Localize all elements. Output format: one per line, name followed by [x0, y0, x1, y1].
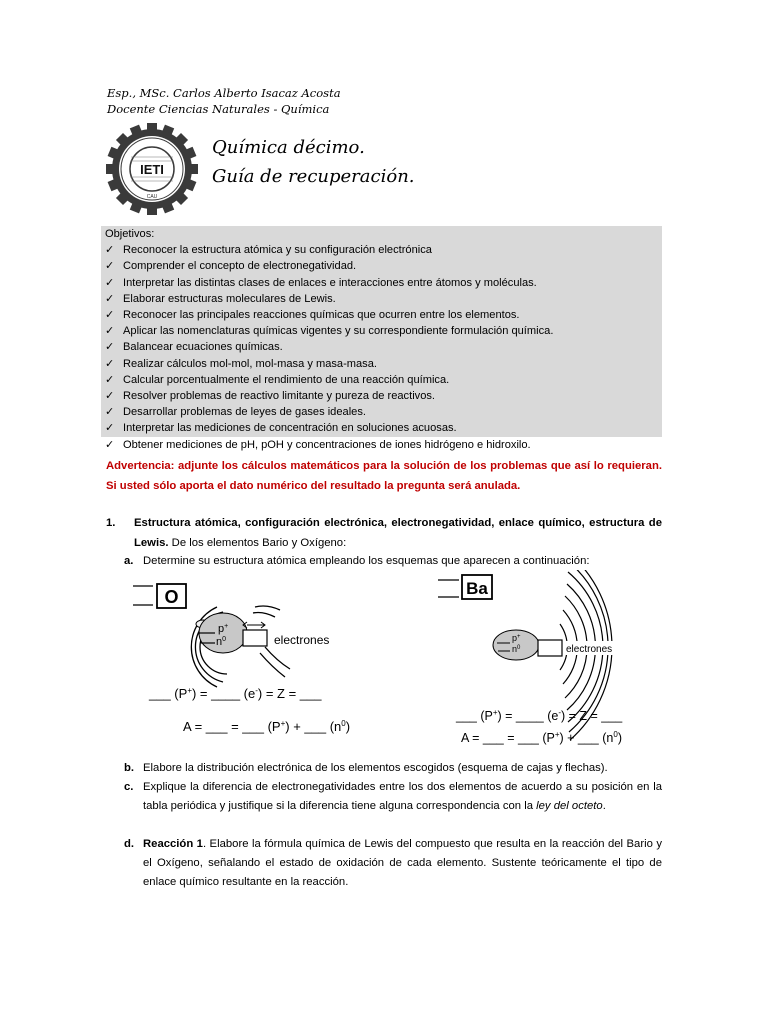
oxygen-diagram — [125, 577, 365, 742]
gear-seal-icon — [106, 123, 198, 215]
objective-text: Resolver problemas de reactivo limitante y pureza de reactivos. — [123, 390, 436, 403]
objective-text: Reconocer las principales reacciones químicas que ocurren entre los elementos. — [123, 309, 520, 322]
objective-item — [105, 356, 658, 372]
checkmark-icon: ✓ — [105, 324, 115, 338]
objective-item — [105, 388, 658, 404]
page-title: Química décimo. — [212, 137, 365, 158]
checkmark-icon: ✓ — [105, 421, 115, 435]
objective-item — [105, 420, 658, 436]
item-d — [124, 835, 662, 892]
question-intro: De los elementos Bario y Oxígeno: — [168, 537, 347, 549]
objective-item — [105, 372, 658, 388]
checkmark-icon: ✓ — [105, 405, 115, 419]
objective-text: Desarrollar problemas de leyes de gases ideales. — [123, 406, 366, 419]
item-a — [124, 552, 662, 571]
objective-text: Comprender el concepto de electronegatividad. — [123, 260, 357, 273]
checkmark-icon: ✓ — [105, 308, 115, 322]
ley-del-octeto: ley del octeto — [536, 800, 603, 812]
oxygen-symbol: O — [164, 587, 179, 607]
objective-item — [105, 258, 658, 274]
checkmark-icon: ✓ — [105, 275, 115, 289]
objective-text: Elaborar estructuras moleculares de Lewis. — [123, 292, 336, 305]
checkmark-icon: ✓ — [105, 389, 115, 403]
item-c-label: c. — [124, 781, 134, 793]
objective-item — [105, 242, 658, 258]
title-block — [212, 133, 415, 191]
objective-text: Interpretar las distintas clases de enlaces e interacciones entre átomos y moléculas. — [123, 276, 537, 289]
objective-item — [105, 307, 658, 323]
checkmark-icon: ✓ — [105, 291, 115, 305]
oxygen-proton-label: p+ — [218, 623, 229, 635]
checkmark-icon: ✓ — [105, 437, 115, 451]
item-d-text: Reacción 1. Elabore la fórmula química de Lewis del compuesto que resulta en la reacción del Bario y el Oxígeno, señalando el estado de oxidación de cada elemento. Sustente teóricamente el tipo de enlace químico resultante en la reacción. — [143, 838, 662, 888]
oxygen-equation-1: ___ (P+) = ____ (e-) = Z = ___ — [149, 686, 322, 701]
barium-diagram — [432, 570, 672, 750]
question-1 — [106, 513, 662, 553]
logo-sub: CAU — [146, 194, 158, 200]
question-heading — [134, 513, 662, 553]
objective-item — [105, 339, 658, 355]
objective-text: Interpretar las mediciones de concentración en soluciones acuosas. — [123, 422, 457, 435]
reaccion-label: Reacción 1 — [143, 838, 203, 850]
item-b-label: b. — [124, 762, 135, 774]
objective-item — [105, 275, 658, 291]
objective-item — [105, 291, 658, 307]
school-logo — [104, 121, 200, 217]
oxygen-electron-box — [243, 630, 267, 646]
warning-text: Advertencia: adjunte los cálculos matemáticos para la solución de los problemas que así lo requieran. Si usted sólo aporta el dato numérico del resultado la pregunta será anulada. — [106, 460, 662, 492]
author-name: Esp., MSc. Carlos Alberto Isacaz Acosta — [107, 86, 341, 100]
question-number: 1. — [106, 517, 116, 529]
barium-equation-1: ___ (P+) = ____ (e-) = Z = ___ — [456, 708, 623, 723]
objective-text: Reconocer la estructura atómica y su configuración electrónica — [123, 244, 432, 257]
objective-text: Realizar cálculos mol-mol, mol-masa y masa-masa. — [123, 357, 377, 370]
objectives-box — [101, 226, 662, 451]
question-title: Estructura atómica, configuración electrónica, electronegatividad, enlace químico, estructura de Lewis. — [134, 517, 662, 549]
item-c-text: Explique la diferencia de electronegatividades entre los dos elementos de acuerdo a su posición en la tabla periódica y justifique si la diferencia tiene alguna correspondencia con la ley del octeto. — [143, 781, 662, 812]
checkmark-icon: ✓ — [105, 340, 115, 354]
checkmark-icon: ✓ — [105, 372, 115, 386]
oxygen-neutron-label: $n^0$ — [216, 636, 227, 648]
barium-neutron-label: $n^0$ — [512, 644, 521, 654]
barium-electrons-label: electrones — [566, 644, 613, 655]
objective-text: Aplicar las nomenclaturas químicas vigentes y su correspondiente formulación química. — [123, 325, 554, 338]
barium-electron-box — [538, 640, 562, 656]
item-b — [124, 759, 662, 778]
objective-item — [105, 323, 658, 339]
item-d-label: d. — [124, 838, 135, 850]
objective-item — [105, 404, 658, 420]
author-block — [107, 85, 341, 117]
barium-proton-label: p+ — [512, 633, 521, 643]
objectives-heading: Objetivos: — [105, 228, 155, 240]
objective-text: Obtener mediciones de pH, pOH y concentraciones de iones hidrógeno e hidroxilo. — [123, 438, 531, 451]
barium-symbol: Ba — [466, 579, 488, 598]
oxygen-equation-2: A = ___ = ___ (P+) + ___ $(n^0)$ — [183, 719, 351, 734]
logo-text: IETI — [140, 162, 164, 177]
item-a-text: Determine su estructura atómica empleando los esquemas que aparecen a continuación: — [143, 555, 590, 567]
objective-text: Calcular porcentualmente el rendimiento de una reacción química. — [123, 373, 450, 386]
objectives-list — [105, 242, 658, 453]
checkmark-icon: ✓ — [105, 243, 115, 257]
item-c — [124, 778, 662, 816]
objective-item — [105, 437, 658, 453]
page-subtitle: Guía de recuperación. — [212, 166, 415, 187]
oxygen-electrons-label: electrones — [274, 633, 330, 647]
objective-text: Balancear ecuaciones químicas. — [123, 341, 283, 354]
checkmark-icon: ✓ — [105, 259, 115, 273]
item-a-label: a. — [124, 555, 134, 567]
barium-equation-2: A = ___ = ___ (P+) + ___ $(n^0)$ — [461, 730, 622, 745]
author-role: Docente Ciencias Naturales - Química — [107, 102, 330, 116]
checkmark-icon: ✓ — [105, 356, 115, 370]
item-b-text: Elabore la distribución electrónica de los elementos escogidos (esquema de cajas y flechas). — [143, 762, 608, 774]
